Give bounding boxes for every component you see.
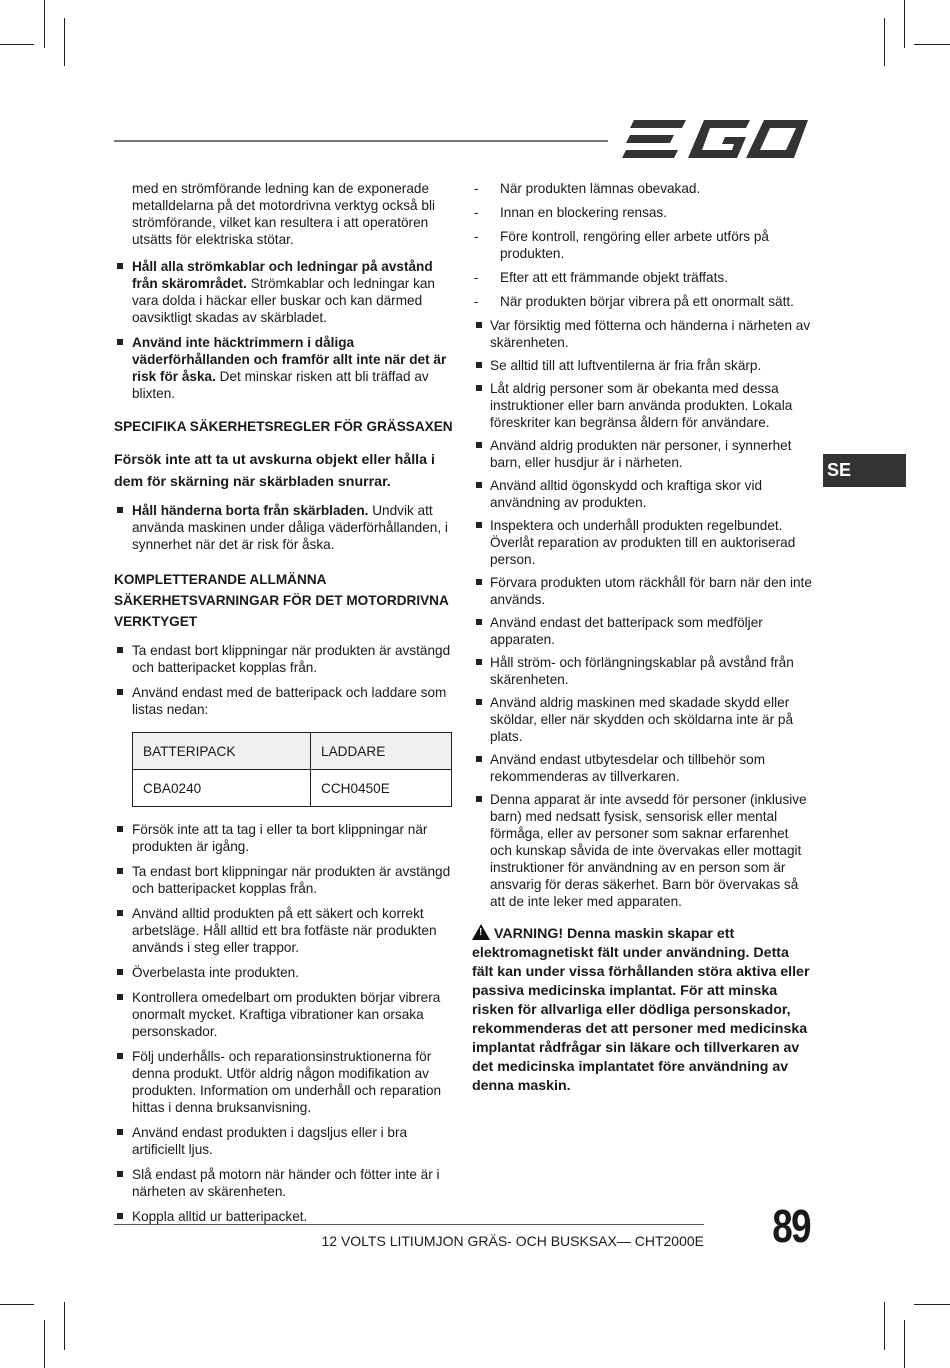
list-item: Ta endast bort klippningar när produkten är avstängd och batteripacket kopplas från. (114, 642, 454, 676)
table-header-cell: BATTERIPACK (133, 733, 311, 770)
list-item: Använd aldrig maskinen med skadade skydd eller sköldar, eller när skydden och sköldarna inte är på plats. (472, 694, 812, 745)
list-item: Överbelasta inte produkten. (114, 964, 454, 981)
list-item: Se alltid till att luftventilerna är fria från skärp. (472, 357, 812, 374)
intro-paragraph: med en strömförande ledning kan de exponerade metalldelarna på det motordrivna verktyg också bli strömförande, vilket kan resultera i att operatören utsätts för elektriska stötar. (132, 181, 435, 247)
list-item: Använd endast med de batteripack och laddare som listas nedan: (114, 684, 454, 718)
crop-mark (914, 1304, 950, 1305)
warning-block (472, 924, 812, 1096)
section-heading: SPECIFIKA SÄKERHETSREGLER FÖR GRÄSSAXEN (114, 419, 453, 434)
table-cell: CBA0240 (133, 770, 311, 807)
list-item: Var försiktig med fötterna och händerna i närheten av skärenheten. (472, 317, 812, 351)
dash-item: - Efter att ett främmande objekt träffats. (472, 269, 812, 286)
list-item: Koppla alltid ur batteripacket. (114, 1208, 454, 1225)
warning-label: VARNING! (494, 926, 564, 942)
table-header-cell: LADDARE (311, 733, 452, 770)
list-item: Förvara produkten utom räckhåll för barn när den inte används. (472, 574, 812, 608)
left-column (114, 180, 454, 1233)
section-heading: KOMPLETTERANDE ALLMÄNNA SÄKERHETSVARNINGAR FÖR DET MOTORDRIVNA VERKTYGET (114, 572, 449, 629)
footer-rule (114, 1224, 704, 1225)
crop-mark (914, 44, 950, 45)
language-tab-label: SE (827, 460, 852, 480)
dash-item: - När produkten lämnas obevakad. (472, 180, 812, 197)
list-item: Försök inte att ta tag i eller ta bort klippningar när produkten är igång. (114, 821, 454, 855)
page-number: 89 (772, 1200, 810, 1252)
compatibility-table (132, 732, 452, 807)
crop-mark (64, 18, 65, 66)
header-rule (114, 140, 608, 142)
crop-mark (884, 1302, 885, 1350)
list-item: Håll ström- och förlängningskablar på avstånd från skärenheten. (472, 654, 812, 688)
dash-item: - Före kontroll, rengöring eller arbete utförs på produkten. (472, 228, 812, 262)
list-item: Inspektera och underhåll produkten regelbundet. Överlåt reparation av produkten till en auktoriserad person. (472, 517, 812, 568)
crop-mark (0, 44, 34, 45)
right-column (472, 180, 812, 1096)
crop-mark (0, 1304, 34, 1305)
list-item: Använd inte häcktrimmern i dåliga väderförhållanden och framför allt inte när det är risk för åska. Det minskar risken att bli träffad av blixten. (114, 334, 454, 402)
list-item: Använd alltid ögonskydd och kraftiga skor vid användning av produkten. (472, 477, 812, 511)
language-tab (823, 454, 906, 487)
subheading: Försök inte att ta ut avskurna objekt eller hålla i dem för skärning när skärbladen snurrar. (114, 452, 435, 490)
list-item: Använd endast produkten i dagsljus eller i bra artificiellt ljus. (114, 1124, 454, 1158)
ego-logo-graphic (622, 118, 810, 162)
crop-mark (904, 1320, 905, 1368)
crop-mark (904, 0, 905, 48)
list-item: Kontrollera omedelbart om produkten börjar vibrera onormalt mycket. Kraftiga vibrationer kan orsaka personskador. (114, 989, 454, 1040)
list-item: Denna apparat är inte avsedd för personer (inklusive barn) med nedsatt fysisk, sensorisk eller mental förmåga, eller av personer som saknar erfarenhet och kunskap såvida de inte övervakas eller mottagit instruktioner för användning av en person som är ansvarig för deras säkerhet. Barn bör övervakas så att de inte leker med apparaten. (472, 791, 812, 910)
table-cell: CCH0450E (311, 770, 452, 807)
warning-text: Denna maskin skapar ett elektromagnetiskt fält under användning. Detta fält kan under vissa förhållanden störa aktiva eller passiva medicinska implantat. För att minska risken för allvarliga eller dödliga personskador, rekommenderas det att personer med medicinska implantat rådfrågar sin läkare och tillverkaren av det medicinska implantatet före användning av denna maskin. (472, 926, 810, 1094)
list-item: Håll alla strömkablar och ledningar på avstånd från skärområdet. Strömkablar och ledningar kan vara dolda i häckar eller buskar och kan därmed oavsiktligt skadas av skärbladet. (114, 258, 454, 326)
list-item: Låt aldrig personer som är obekanta med dessa instruktioner eller barn använda produkten. Lokala föreskriter kan begränsa åldern för användare. (472, 380, 812, 431)
crop-mark (44, 0, 45, 48)
crop-mark (44, 1320, 45, 1368)
dash-item: - När produkten börjar vibrera på ett onormalt sätt. (472, 293, 812, 310)
crop-mark (64, 1302, 65, 1350)
table-row (133, 770, 452, 807)
list-item: Ta endast bort klippningar när produkten är avstängd och batteripacket kopplas från. (114, 863, 454, 897)
ego-logo (622, 118, 810, 162)
list-item: Håll händerna borta från skärbladen. Undvik att använda maskinen under dåliga väderförhållanden, i synnerhet när det är risk för åska. (114, 502, 454, 553)
footer-title: 12 VOLTS LITIUMJON GRÄS- OCH BUSKSAX— CHT2000E (321, 1233, 704, 1249)
list-item: Använd aldrig produkten när personer, i synnerhet barn, eller husdjur är i närheten. (472, 437, 812, 471)
dash-item: - Innan en blockering rensas. (472, 204, 812, 221)
crop-mark (884, 18, 885, 66)
list-item: Använd alltid produkten på ett säkert och korrekt arbetsläge. Håll alltid ett bra fotfäste när produkten används i steg eller trappor. (114, 905, 454, 956)
list-item: Följ underhålls- och reparationsinstruktionerna för denna produkt. Utför aldrig någon modifikation av produkten. Information om underhåll och reparation hittas i denna bruksanvisning. (114, 1048, 454, 1116)
list-item: Slå endast på motorn när händer och fötter inte är i närheten av skärenheten. (114, 1166, 454, 1200)
warning-triangle-icon (472, 924, 490, 940)
table-header-row (133, 733, 452, 770)
list-item: Använd endast det batteripack som medföljer apparaten. (472, 614, 812, 648)
list-item: Använd endast utbytesdelar och tillbehör som rekommenderas av tillverkaren. (472, 751, 812, 785)
